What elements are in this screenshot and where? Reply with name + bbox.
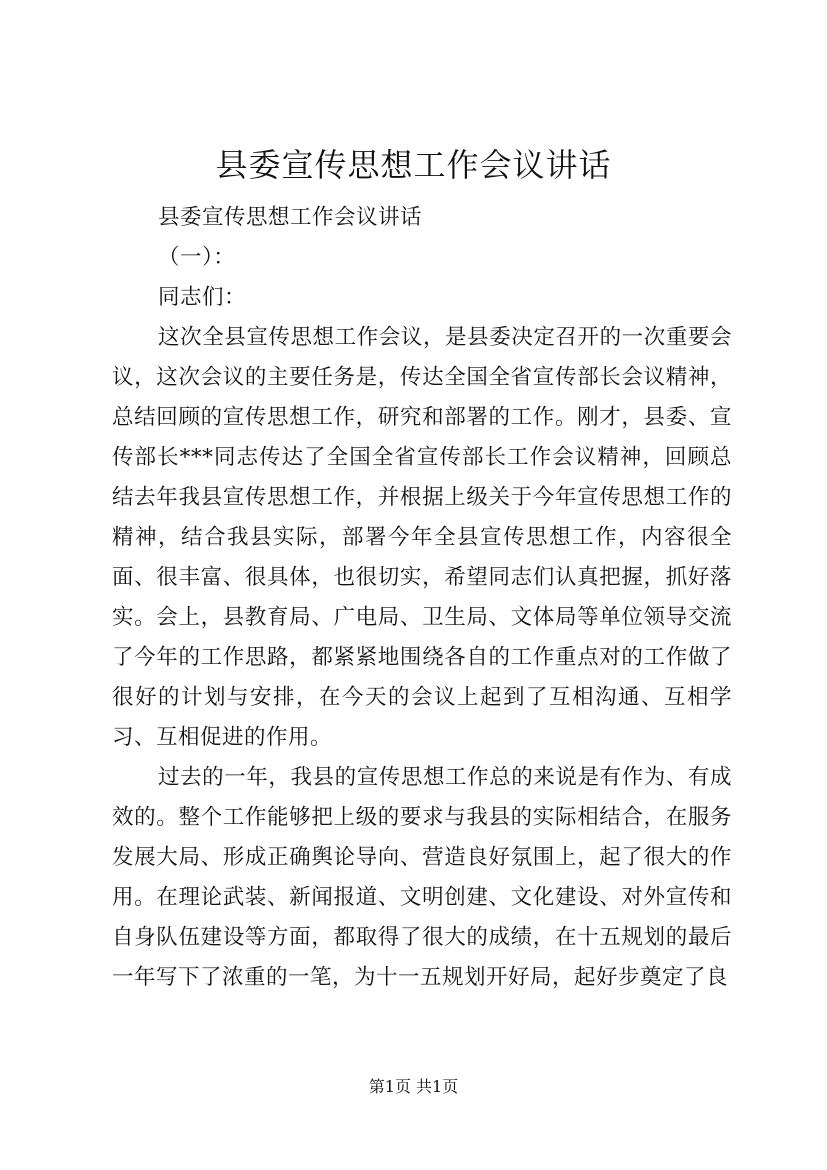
paragraph-subtitle: 县委宣传思想工作会议讲话	[158, 205, 423, 230]
page-footer: 第1页 共1页	[368, 1077, 459, 1096]
paragraph-salutation: 同志们：	[158, 285, 247, 310]
document-title: 县委宣传思想工作会议讲话	[215, 146, 612, 184]
document-body	[112, 198, 732, 998]
paragraph-main-1: 这次全县宣传思想工作会议，是县委决定召开的一次重要会议，这次会议的主要任务是，传达全国全省宣传部长会议精神，总结回顾的宣传思想工作，研究和部署的工作。刚才，县委、宣传部长***同志传达了全国全省宣传部长工作会议精神，回顾总结去年我县宣传思想工作，并根据上级关于今年宣传思想工作的精神，结合我县实际，部署今年全县宣传思想工作，内容很全面、很丰富、很具体，也很切实，希望同志们认真把握，抓好落实。会上，县教育局、广电局、卫生局、文体局等单位领导交流了今年的工作思路，都紧紧地围绕各自的工作重点对的工作做了很好的计划与安排，在今天的会议上起到了互相沟通、互相学习、互相促进的作用。	[112, 325, 732, 750]
paragraph-section-number: （一）：	[158, 245, 236, 270]
paragraph-main-2: 过去的一年，我县的宣传思想工作总的来说是有作为、有成效的。整个工作能够把上级的要求与我县的实际相结合，在服务发展大局、形成正确舆论导向、营造良好氛围上，起了很大的作用。在理论武装、新闻报道、文明创建、文化建设、对外宣传和自身队伍建设等方面，都取得了很大的成绩，在十五规划的最后一年写下了浓重的一笔，为十一五规划开好局，起好步奠定了良	[112, 765, 732, 990]
